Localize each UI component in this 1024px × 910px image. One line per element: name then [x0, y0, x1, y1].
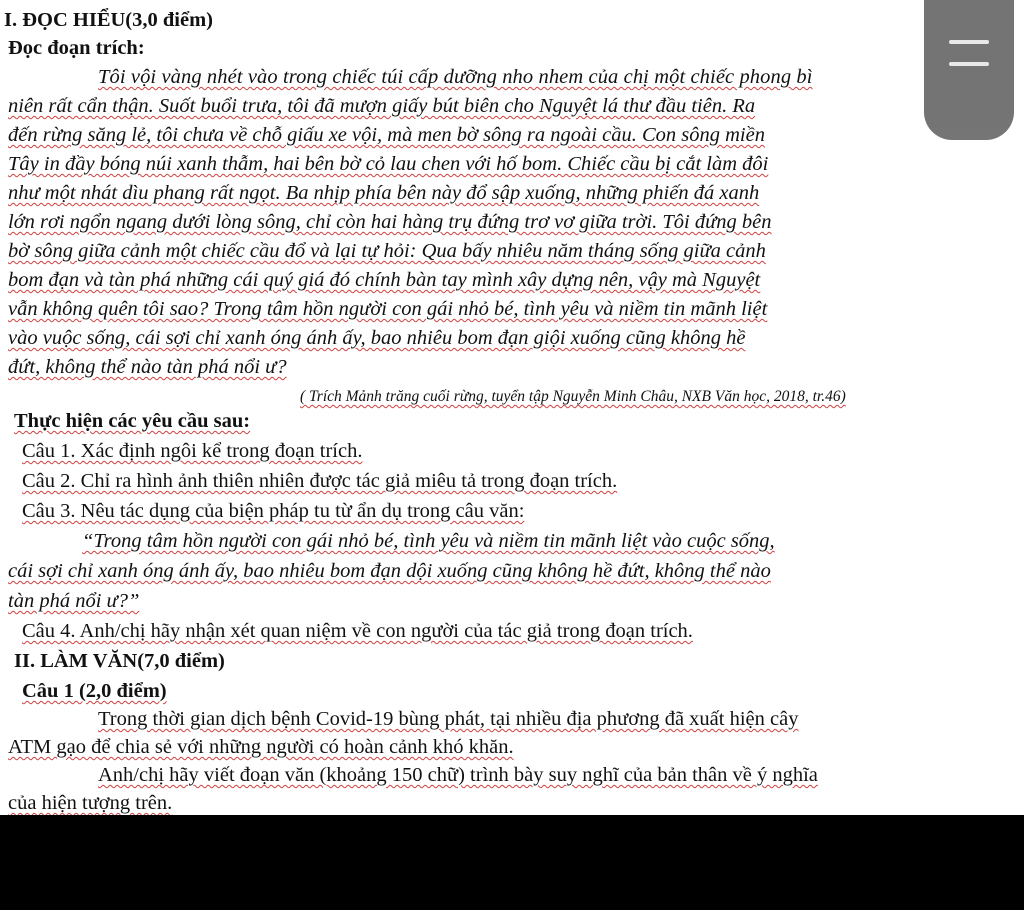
scroll-handle[interactable] [924, 0, 1014, 140]
question-4: Câu 4. Anh/chị hãy nhận xét quan niệm về con người của tác giả trong đoạn trích. [22, 620, 693, 642]
section-2-heading: II. LÀM VĂN(7,0 điểm) [14, 650, 225, 672]
writing-question-1-label: Câu 1 (2,0 điểm) [22, 680, 167, 702]
section-1-heading: I. ĐỌC HIỂU(3,0 điểm) [4, 9, 213, 31]
passage-line-9: vẫn không quên tôi sao? Trong tâm hồn người con gái nhỏ bé, tình yêu và niềm tin mãnh liệt [8, 298, 768, 320]
question-3-quote-line-2: cái sợi chỉ xanh óng ánh ấy, bao nhiêu bom đạn dội xuống cũng không hề đứt, không thể nào [8, 560, 771, 582]
question-3-quote-line-1: “Trong tâm hồn người con gái nhỏ bé, tình yêu và niềm tin mãnh liệt vào cuộc sống, [82, 530, 775, 552]
passage-line-3: đến rừng săng lẻ, tôi chưa về chỗ giấu xe vội, mà men bờ sông ra ngoài cầu. Con sông miền [8, 124, 765, 146]
question-3: Câu 3. Nêu tác dụng của biện pháp tu từ ẩn dụ trong câu văn: [22, 500, 525, 522]
grip-line-icon [949, 40, 989, 44]
passage-line-11: đứt, không thể nào tàn phá nổi ư? [8, 356, 287, 378]
passage-line-2: niên rất cẩn thận. Suốt buổi trưa, tôi đã mượn giấy bút biên cho Nguyệt lá thư đầu tiên. Ra [8, 95, 756, 117]
passage-line-10: vào vuộc sống, cái sợi chỉ xanh óng ánh ấy, bao nhiêu bom đạn giội xuống cũng không hề [8, 327, 746, 349]
writing-paragraph-1-line-2: ATM gạo để chia sẻ với những người có hoàn cảnh khó khăn. [8, 736, 514, 758]
excerpt-label: Đọc đoạn trích: [8, 37, 145, 59]
writing-paragraph-1-line-1: Trong thời gian dịch bệnh Covid-19 bùng phát, tại nhiều địa phương đã xuất hiện cây [98, 708, 799, 730]
passage-line-4: Tây in đầy bóng núi xanh thẫm, hai bên bờ cỏ lau chen với hố bom. Chiếc cầu bị cắt làm đôi [8, 153, 769, 175]
writing-paragraph-2-line-1: Anh/chị hãy viết đoạn văn (khoảng 150 chữ) trình bày suy nghĩ của bản thân về ý nghĩa [98, 764, 818, 786]
question-2: Câu 2. Chỉ ra hình ảnh thiên nhiên được tác giả miêu tả trong đoạn trích. [22, 470, 618, 492]
passage-line-5: như một nhát dìu phang rất ngọt. Ba nhịp phía bên này đổ sập xuống, những phiến đá xanh [8, 182, 760, 204]
tasks-label: Thực hiện các yêu cầu sau: [14, 410, 251, 432]
passage-line-8: bom đạn và tàn phá những cái quý giá đó chính bàn tay mình xây dựng nên, vậy mà Nguyệt [8, 269, 761, 291]
writing-paragraph-2-line-2: của hiện tượng trên. [8, 792, 173, 814]
passage-line-6: lớn rơi ngổn ngang dưới lòng sông, chỉ còn hai hàng trụ đứng trơ vơ giữa trời. Tôi đứng bên [8, 211, 772, 233]
passage-line-7: bờ sông giữa cảnh một chiếc cầu đổ và lại tự hỏi: Qua bấy nhiêu năm tháng sống giữa cảnh [8, 240, 766, 262]
grip-line-icon [949, 62, 989, 66]
question-1: Câu 1. Xác định ngôi kể trong đoạn trích. [22, 440, 363, 462]
question-3-quote-line-3: tàn phá nổi ư?” [8, 590, 140, 612]
passage-line-1: Tôi vội vàng nhét vào trong chiếc túi cấp dưỡng nho nhem của chị một chiếc phong bì [98, 66, 813, 88]
citation: ( Trích Mảnh trăng cuối rừng, tuyển tập Nguyễn Minh Châu, NXB Văn học, 2018, tr.46) [300, 388, 846, 405]
